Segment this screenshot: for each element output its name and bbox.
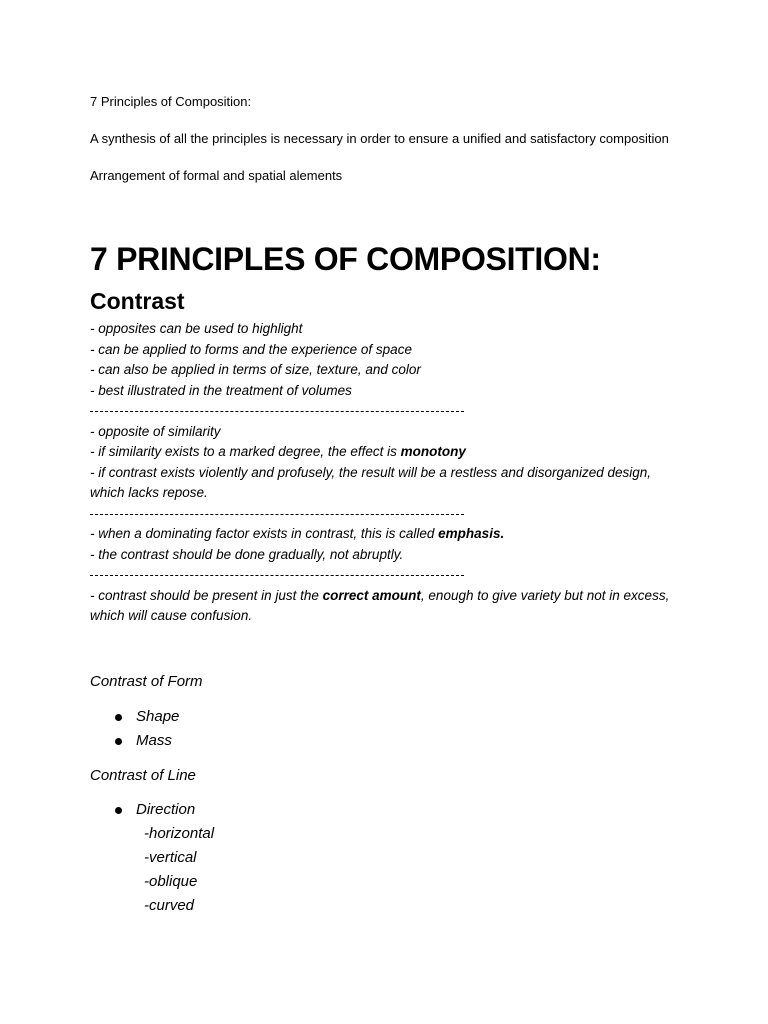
list-item: Shape [112, 705, 179, 729]
bold-term-emphasis: emphasis. [438, 526, 505, 541]
dashed-divider [90, 565, 464, 586]
sub-item: -vertical [144, 849, 197, 866]
line-list [112, 798, 195, 822]
list-item: Direction [112, 798, 195, 822]
note-line: - opposite of similarity [90, 423, 221, 439]
bullet-icon [115, 807, 122, 814]
intro-line-synthesis: A synthesis of all the principles is necessary in order to ensure a unified and satisfactory composition [90, 131, 669, 146]
note-line: - the contrast should be done gradually, not abruptly. [90, 546, 404, 562]
note-line: which lacks repose. [90, 485, 208, 500]
note-line: - when a dominating factor exists in contrast, this is called emphasis. [90, 526, 505, 541]
note-line: - if contrast exists violently and profusely, the result will be a restless and disorganized design, [90, 464, 652, 480]
direction-sublist [144, 822, 214, 918]
sub-item: -oblique [144, 873, 198, 890]
intro-line-title: 7 Principles of Composition: [90, 94, 252, 109]
section-heading-contrast: Contrast [90, 288, 185, 314]
note-line: - best illustrated in the treatment of volumes [90, 382, 352, 398]
sub-item: -curved [144, 897, 195, 914]
note-line: - if similarity exists to a marked degree, the effect is monotony [90, 444, 466, 459]
note-line: - opposites can be used to highlight [90, 321, 303, 336]
bullet-icon [115, 714, 122, 721]
subsection-contrast-of-form: Contrast of Form [90, 673, 203, 690]
note-line: - contrast should be present in just the correct amount, enough to give variety but not in excess, [90, 587, 670, 603]
sub-item: -horizontal [144, 825, 215, 842]
subsection-contrast-of-line: Contrast of Line [90, 767, 196, 784]
dashed-divider [90, 504, 464, 525]
bold-term-correct-amount: correct amount [322, 587, 421, 603]
note-line: which will cause confusion. [90, 608, 253, 623]
list-item: Mass [112, 729, 179, 753]
form-list [112, 705, 179, 753]
contrast-notes [90, 319, 690, 627]
dashed-divider [90, 401, 464, 422]
bullet-icon [115, 738, 122, 745]
page-title: 7 PRINCIPLES OF COMPOSITION: [90, 241, 601, 277]
intro-line-arrangement: Arrangement of formal and spatial alements [90, 168, 343, 183]
bold-term-monotony: monotony [400, 444, 466, 459]
note-line: - can also be applied in terms of size, texture, and color [90, 362, 421, 377]
note-line: - can be applied to forms and the experience of space [90, 341, 412, 357]
